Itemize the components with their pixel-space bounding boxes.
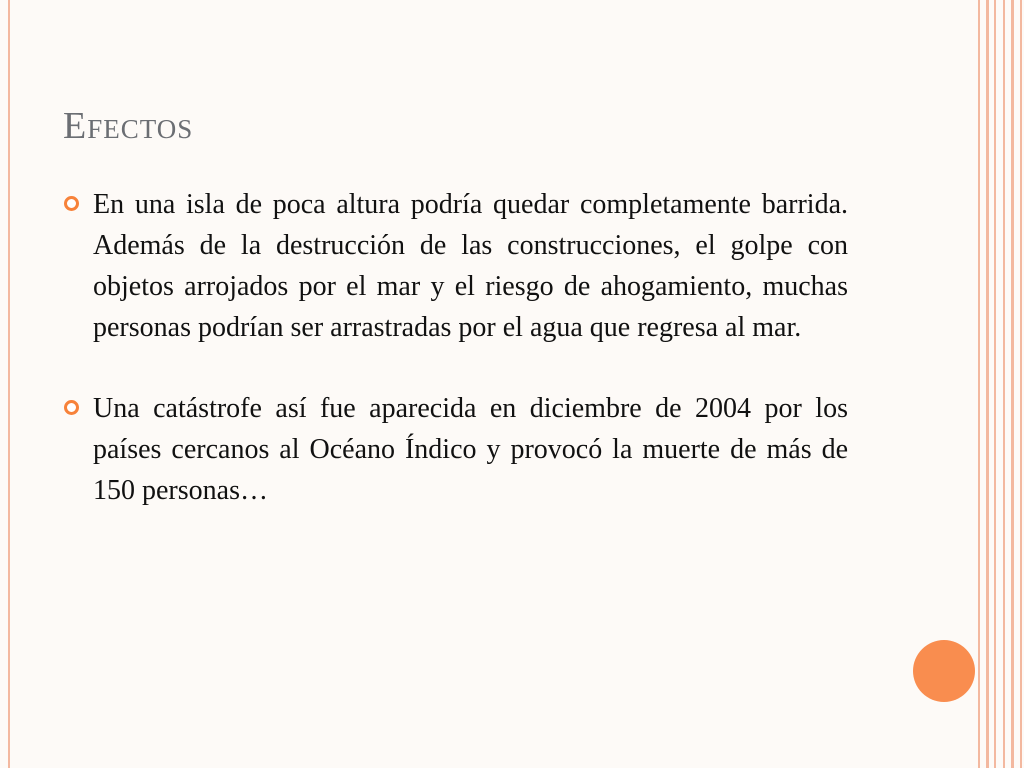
bullet-text: En una isla de poca altura podría quedar completamente barrida. Además de la destrucción de las construcciones, el golpe con objetos arrojados por el mar y el riesgo de ahogamiento, muchas personas podrían ser arrastradas por el agua que regresa al mar. (93, 189, 848, 343)
bullet-circle-icon (64, 400, 79, 415)
right-border-line (986, 0, 989, 768)
slide-content (62, 184, 848, 551)
right-border-line (1011, 0, 1014, 768)
left-border-line (8, 0, 10, 768)
right-border-line (994, 0, 996, 768)
right-border-line (978, 0, 980, 768)
right-border-line (1020, 0, 1022, 768)
bullet-item (62, 388, 848, 511)
bullet-item (62, 184, 848, 348)
decorative-circle (913, 640, 975, 702)
slide-title: Efectos (63, 105, 194, 147)
right-border-line (1003, 0, 1005, 768)
bullet-circle-icon (64, 196, 79, 211)
bullet-text: Una catástrofe así fue aparecida en diciembre de 2004 por los países cercanos al Océano Índico y provocó la muerte de más de 150 personas… (93, 393, 848, 506)
